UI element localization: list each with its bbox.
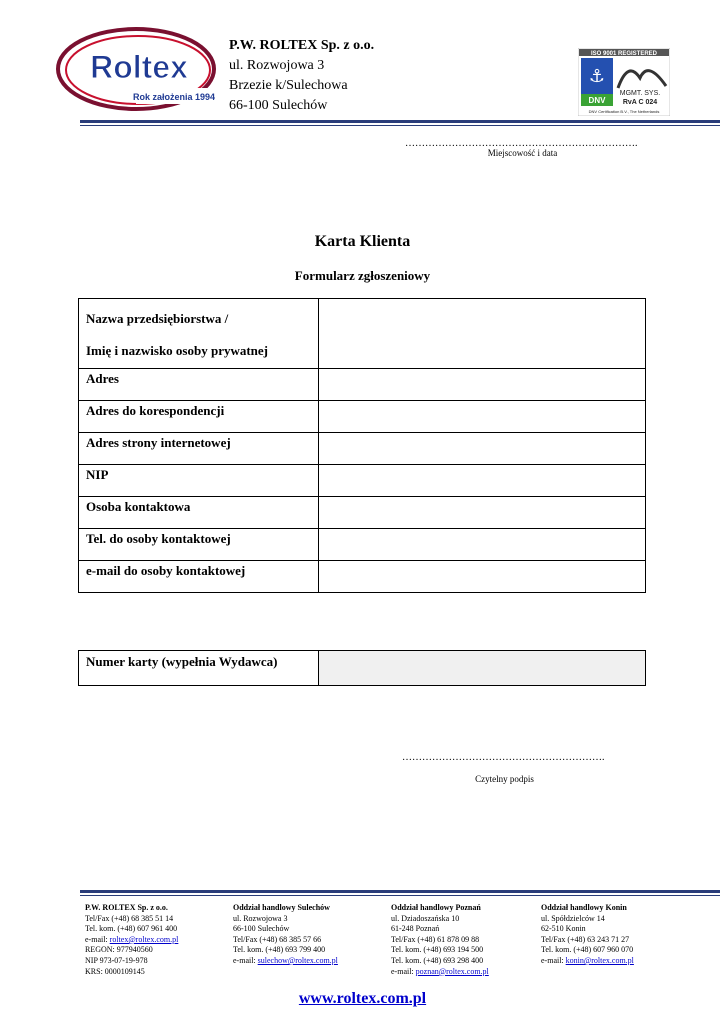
logo-tagline: Rok założenia 1994 (132, 92, 216, 102)
document-title: Karta Klienta (314, 233, 411, 250)
email-link[interactable]: poznan@roltex.com.pl (415, 966, 489, 976)
svg-text:DNV Certification B.V., The Ne: DNV Certification B.V., The Netherlands (588, 109, 660, 114)
table-row (79, 433, 646, 465)
table-row (79, 401, 646, 433)
footer-rule (80, 890, 720, 893)
document-subtitle: Formularz zgłoszeniowy (294, 268, 431, 283)
company-name: P.W. ROLTEX Sp. z o.o. (229, 38, 375, 53)
table-row (79, 465, 646, 497)
svg-text:RvA C 024: RvA C 024 (622, 99, 658, 106)
form-label: Nazwa przedsiębiorstwa / Imię i nazwisko osoby prywatnej (79, 299, 319, 369)
card-number-table (78, 650, 646, 686)
contact-person-field[interactable] (318, 497, 645, 529)
iso-certification-badge (578, 48, 670, 116)
footer-headquarters: P.W. ROLTEX Sp. z o.o. Tel/Fax (+48) 68 385 51 14 Tel. kom. (+48) 607 961 400 e-mail: roltex@roltex.com.pl REGON: 977940560 NIP 973-07-19-978 KRS: 0000109145 (85, 903, 179, 976)
place-date-line: ……………………………………………………………. (405, 138, 638, 149)
address-line: Brzezie k/Sulechowa (229, 78, 348, 93)
anchor-icon: ⚓ (588, 66, 606, 87)
form-label: e-mail do osoby kontaktowej (79, 561, 319, 593)
header-rule-thin (80, 125, 720, 126)
email-link[interactable]: sulechow@roltex.com.pl (257, 955, 338, 965)
svg-text:MGMT. SYS.: MGMT. SYS. (619, 90, 661, 97)
table-row (79, 497, 646, 529)
signature-line: ……………………………………………………. (402, 752, 605, 763)
nip-field[interactable] (318, 465, 645, 497)
table-row (79, 299, 646, 369)
email-link[interactable]: konin@roltex.com.pl (565, 955, 634, 965)
address-field[interactable] (318, 369, 645, 401)
table-row (79, 369, 646, 401)
table-row (79, 529, 646, 561)
correspondence-address-field[interactable] (318, 401, 645, 433)
signature-label: Czytelny podpis (475, 774, 534, 784)
form-label: Tel. do osoby kontaktowej (79, 529, 319, 561)
footer-branch-sulechow: Oddział handlowy Sulechów ul. Rozwojowa 3 66-100 Sulechów Tel/Fax (+48) 68 385 57 66 Tel. kom. (+48) 693 799 400 e-mail: sulechow@roltex.com.pl (233, 903, 338, 965)
footer-branch-konin: Oddział handlowy Konin ul. Spółdzielców 14 62-510 Konin Tel/Fax (+48) 63 243 71 27 Tel. kom. (+48) 607 960 070 e-mail: konin@roltex.com.pl (541, 903, 634, 965)
contact-email-field[interactable] (318, 561, 645, 593)
website-field[interactable] (318, 433, 645, 465)
form-label: Adres strony internetowej (79, 433, 319, 465)
svg-text:ISO 9001 REGISTERED: ISO 9001 REGISTERED (590, 51, 658, 57)
card-number-label: Numer karty (wypełnia Wydawca) (79, 651, 319, 686)
form-label: Adres do korespondencji (79, 401, 319, 433)
table-row (79, 651, 646, 686)
logo-wordmark: Roltex (90, 49, 188, 85)
roltex-logo (52, 22, 222, 118)
email-link[interactable]: roltex@roltex.com.pl (109, 934, 179, 944)
form-label: Adres (79, 369, 319, 401)
footer-branch-poznan: Oddział handlowy Poznań ul. Dziadoszańska 10 61-248 Poznań Tel/Fax (+48) 61 878 09 88 Tel. kom. (+48) 693 194 500 Tel. kom. (+48) 693 298 400 e-mail: poznan@roltex.com.pl (391, 903, 489, 976)
table-row (79, 561, 646, 593)
address-line: ul. Rozwojowa 3 (229, 58, 325, 73)
company-name-field[interactable] (318, 299, 645, 369)
contact-phone-field[interactable] (318, 529, 645, 561)
header-rule (80, 120, 720, 123)
address-line: 66-100 Sulechów (229, 98, 328, 113)
company-address-block (229, 36, 374, 116)
place-date-label: Miejscowość i data (487, 148, 558, 158)
form-label: NIP (79, 465, 319, 497)
client-form-table (78, 298, 646, 593)
form-label: Osoba kontaktowa (79, 497, 319, 529)
website-footer (0, 990, 725, 1008)
footer-rule-thin (80, 895, 720, 896)
card-number-field[interactable] (319, 651, 646, 686)
svg-text:DNV: DNV (588, 96, 606, 105)
website-link[interactable]: www.roltex.com.pl (298, 990, 427, 1007)
